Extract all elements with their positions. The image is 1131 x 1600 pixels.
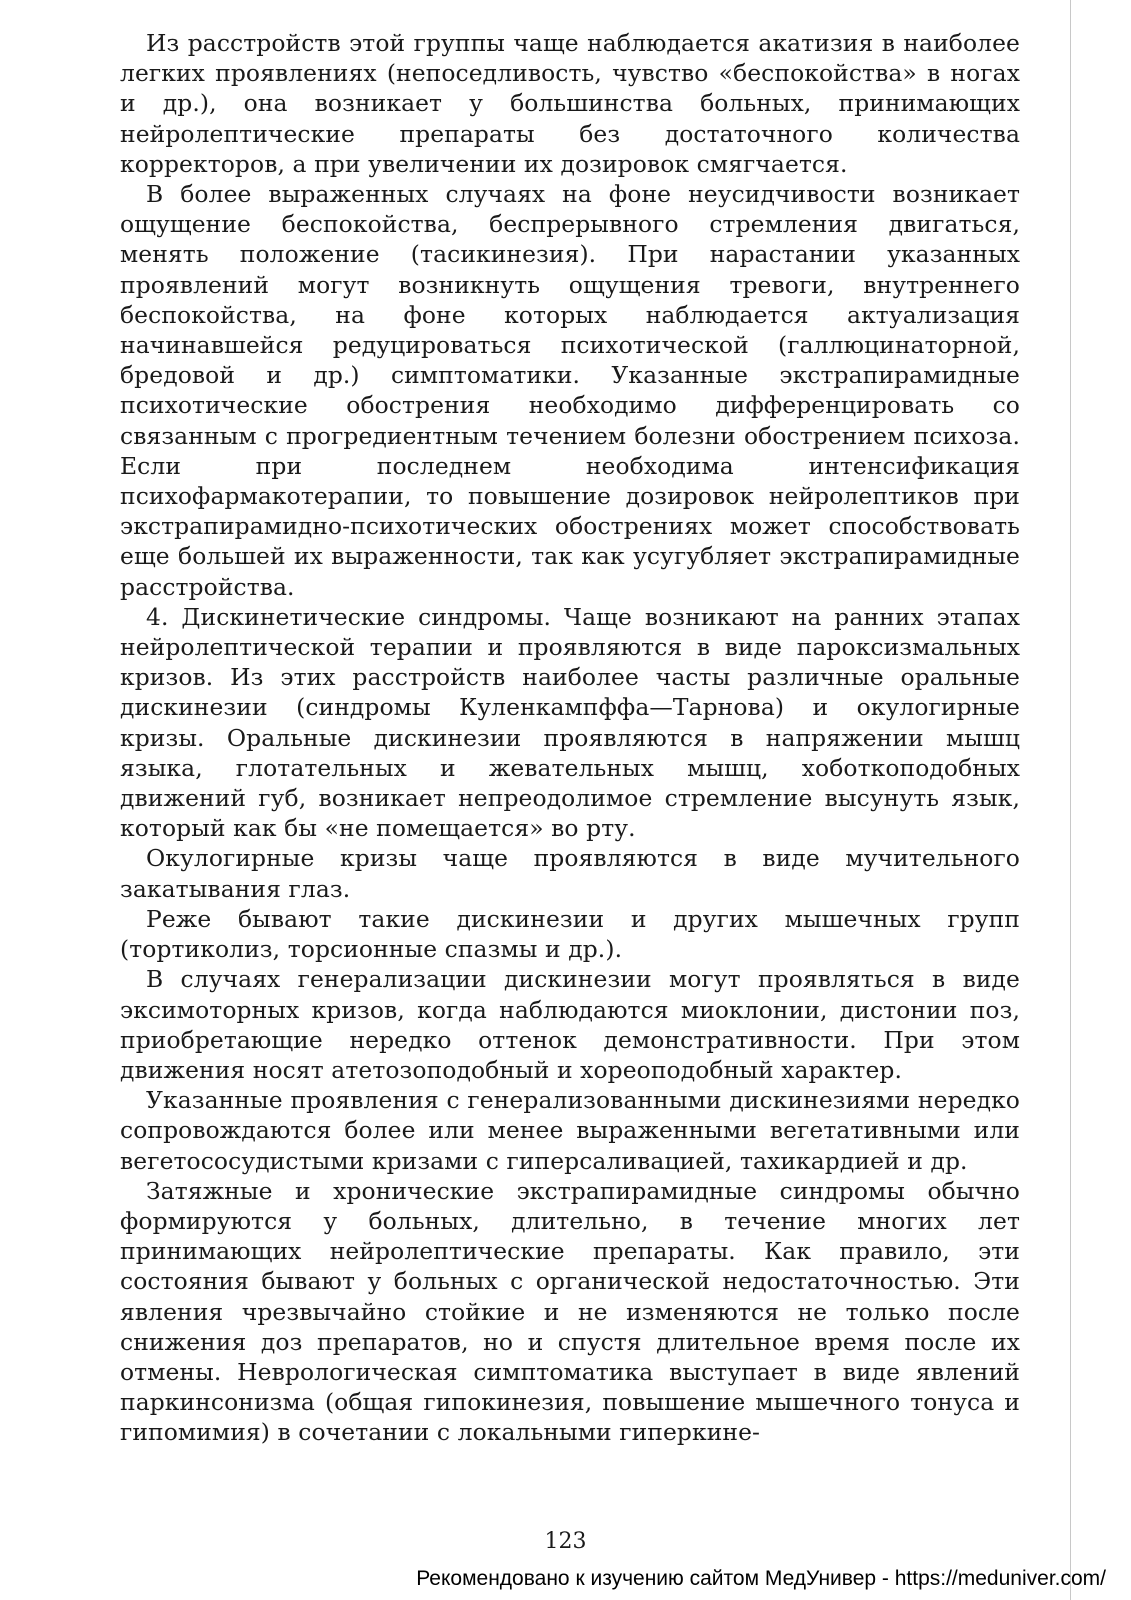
body-text — [120, 28, 1020, 1448]
paragraph-chronic-syndromes: Затяжные и хронические экстрапирамидные синдромы обычно формируются у больных, длительно, в течение многих лет принимающих нейролептические препараты. Как правило, эти состояния бывают у больных с органической недостаточностью. Эти явления чрезвычайно стойкие и не изменяются не только после снижения доз препаратов, но и спустя длительное время после их отмены. Неврологическая симптоматика выступает в виде явлений паркинсонизма (общая гипокинезия, повышение мышечного тонуса и гипомимия) в сочетании с локальными гиперкине- — [120, 1176, 1020, 1447]
paragraph-dyskinetic-syndromes: 4. Дискинетические синдромы. Чаще возникают на ранних этапах нейролептической терапии и проявляются в виде пароксизмальных кризов. Из этих расстройств наиболее часты различные оральные дискинезии (синдромы Куленкампффа—Тарнова) и окулогирные кризы. Оральные дискинезии проявляются в напряжении мышц языка, глотательных и жевательных мышц, хоботкоподобных движений губ, возникает непреодолимое стремление высунуть язык, который как бы «не помещается» во рту. — [120, 602, 1020, 843]
paragraph-akathisia: Из расстройств этой группы чаще наблюдается акатизия в наиболее легких проявлениях (непоседливость, чувство «беспокойства» в ногах и др.), она возникает у большинства больных, принимающих нейролептические препараты без достаточного количества корректоров, а при увеличении их дозировок смягчается. — [120, 29, 1020, 178]
paragraph-oculogyric-crises: Окулогирные кризы чаще проявляются в виде мучительного закатывания глаз. — [120, 844, 1020, 903]
page-number: 123 — [544, 1529, 587, 1554]
paragraph-tasikinesia: В более выраженных случаях на фоне неусидчивости возникает ощущение беспокойства, беспрерывного стремления двигаться, менять положение (тасикинезия). При нарастании указанных проявлений могут возникнуть ощущения тревоги, внутреннего беспокойства, на фоне которых наблюдается актуализация начинавшейся редуцироваться психотической (галлюцинаторной, бредовой и др.) симптоматики. Указанные экстрапирамидные психотические обострения необходимо дифференцировать со связанным с прогредиентным течением болезни обострением психоза. Если при последнем необходима интенсификация психофармакотерапии, то повышение дозировок нейролептиков при экстрапирамидно-психотических обострениях может способствовать еще большей их выраженности, так как усугубляет экстрапирамидные расстройства. — [120, 180, 1020, 601]
paragraph-generalization: В случаях генерализации дискинезии могут проявляться в виде эксимоторных кризов, когда наблюдаются миоклонии, дистонии поз, приобретающие нередко оттенок демонстративности. При этом движения носят атетозоподобный и хореоподобный характер. — [120, 965, 1020, 1084]
paragraph-vegetative-crises: Указанные проявления с генерализованными дискинезиями нередко сопровождаются более или менее выраженными вегетативными или вегетососудистыми кризами с гиперсаливацией, тахикардией и др. — [120, 1086, 1020, 1175]
page-edge-line — [1070, 0, 1071, 1600]
footer-watermark: Рекомендовано к изучению сайтом МедУнивер - https://meduniver.com/ — [416, 1567, 1106, 1590]
paragraph-other-muscle-groups: Реже бывают такие дискинезии и других мышечных групп (тортиколиз, торсионные спазмы и др.). — [120, 904, 1020, 964]
